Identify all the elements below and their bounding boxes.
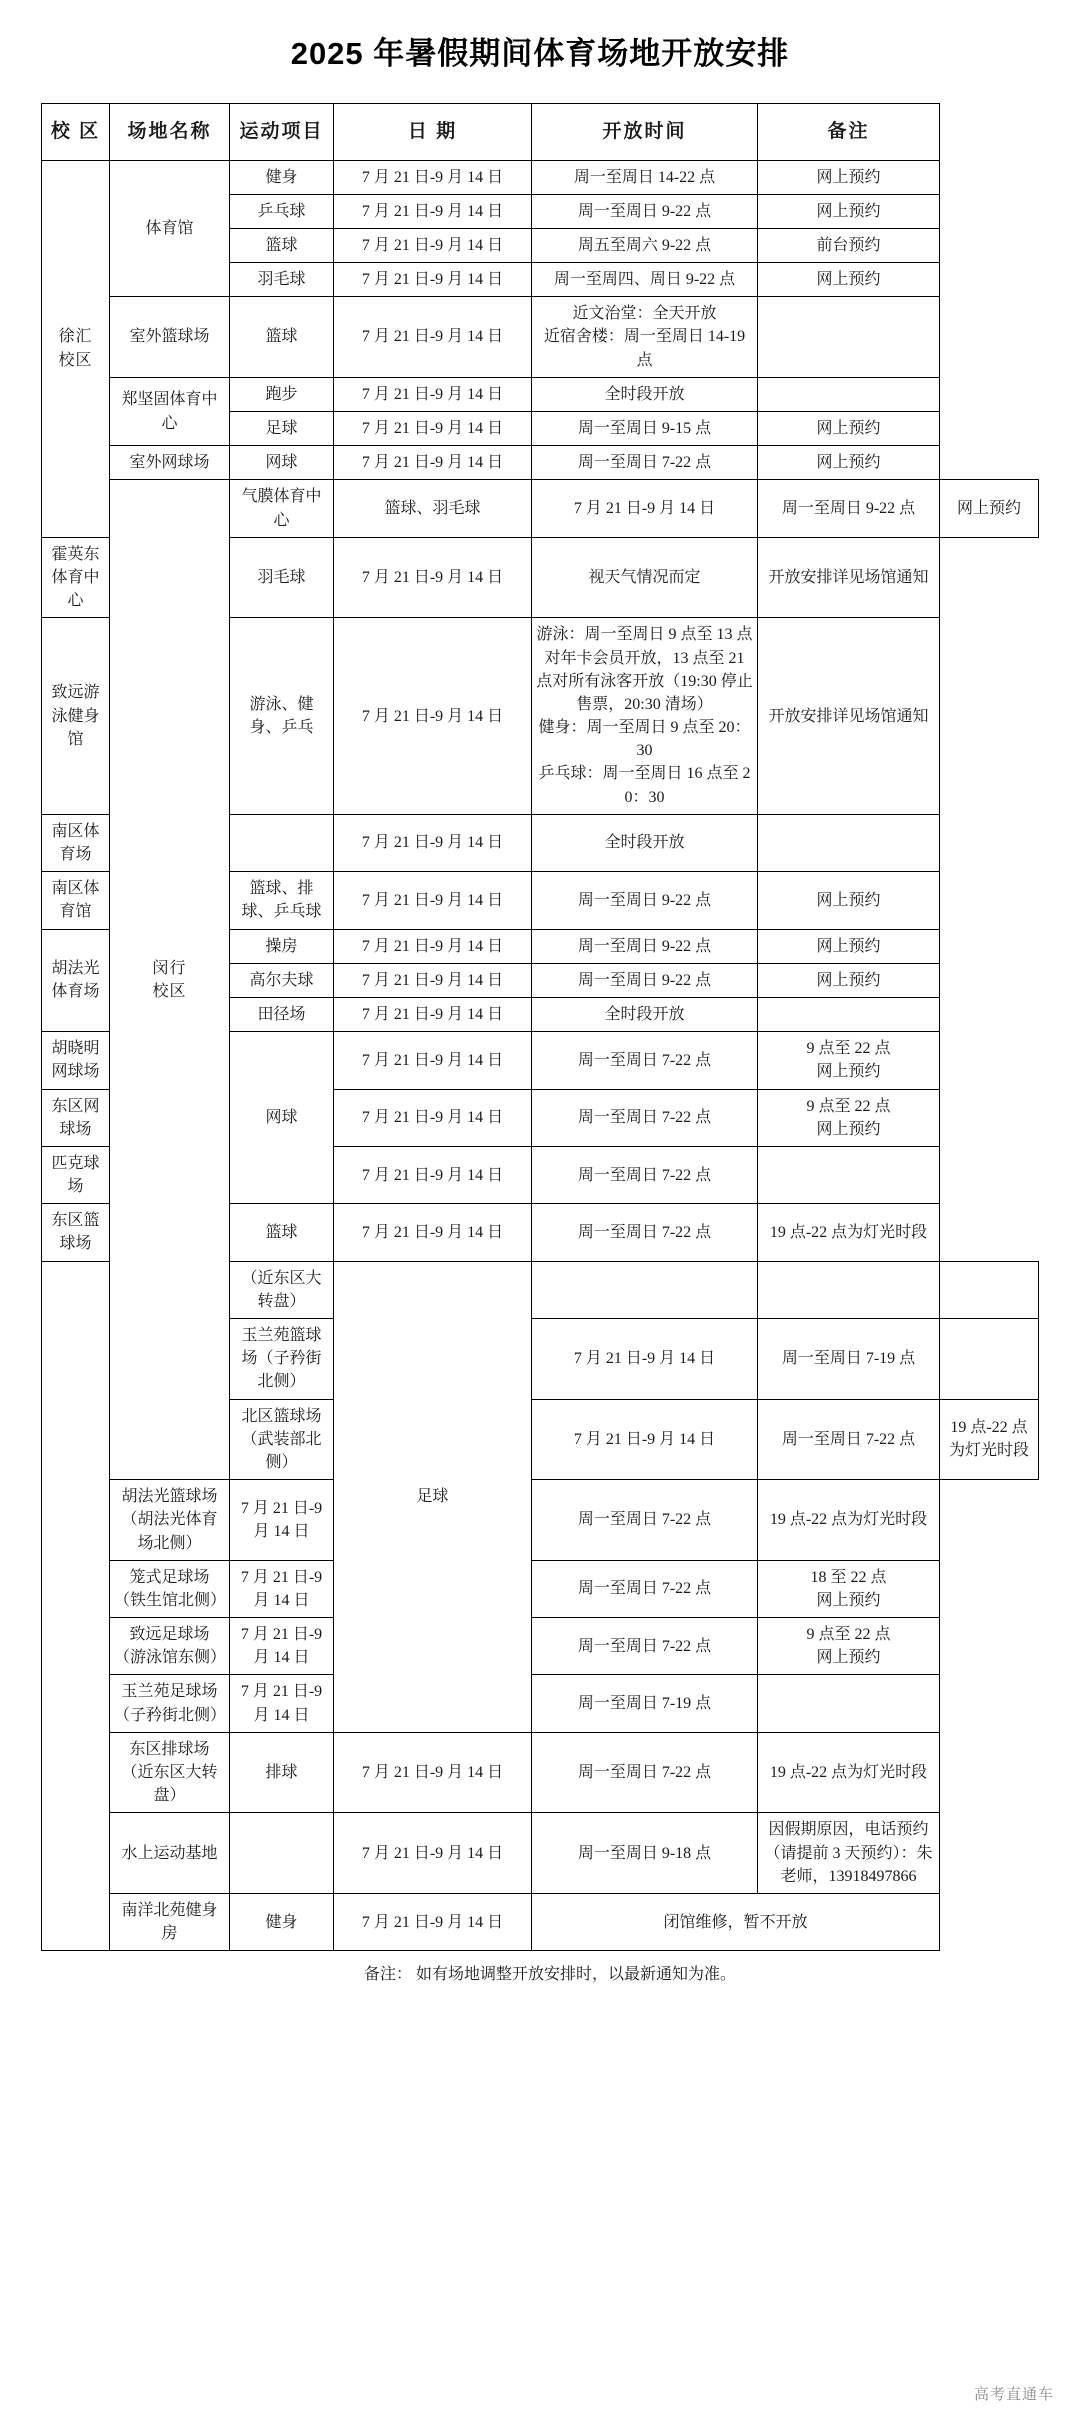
watermark: 高考直通车	[973, 2386, 1054, 2403]
cell-note: 因假期原因，电话预约（请提前 3 天预约）：朱老师，13918497866	[758, 1813, 940, 1894]
cell-date: 7 月 21 日-9 月 14 日	[334, 297, 532, 378]
cell-note	[758, 1146, 940, 1203]
table-row	[42, 1732, 1039, 1813]
cell-sport: 足球	[230, 412, 334, 446]
cell-note: 网上预约	[758, 194, 940, 228]
cell-date: 7 月 21 日-9 月 14 日	[334, 194, 532, 228]
cell-note: 开放安排详见场馆通知	[758, 618, 940, 815]
cell-campus	[42, 1261, 110, 1951]
cell-sport: 高尔夫球	[230, 963, 334, 997]
cell-venue: 东区篮球场	[42, 1204, 110, 1261]
cell-note: 网上预约	[758, 963, 940, 997]
column-header-sport: 运动项目	[230, 104, 334, 161]
cell-date: 7 月 21 日-9 月 14 日	[334, 1204, 532, 1261]
cell-date: 7 月 21 日-9 月 14 日	[334, 963, 532, 997]
column-header-venue: 场地名称	[110, 104, 230, 161]
cell-time: 周一至周日 7-22 点	[758, 1399, 940, 1480]
table-body	[42, 160, 1039, 1951]
cell-date: 7 月 21 日-9 月 14 日	[230, 1675, 334, 1732]
cell-note: 开放安排详见场馆通知	[758, 537, 940, 618]
cell-venue: 笼式足球场（铁生馆北侧）	[110, 1560, 230, 1617]
cell-time: 游泳：周一至周日 9 点至 13 点对年卡会员开放，13 点至 21 点对所有泳客开放（19:30 停止售票，20:30 清场） 健身：周一至周日 9 点至 20：30 乒乓球：周一至周日 16 点至 20：30	[532, 618, 758, 815]
cell-sport: 跑步	[230, 377, 334, 411]
venue-schedule-table	[41, 103, 1039, 1951]
cell-date: 7 月 21 日-9 月 14 日	[334, 872, 532, 929]
table-row	[42, 1675, 1039, 1732]
table-header-row	[42, 104, 1039, 161]
cell-note: 18 至 22 点 网上预约	[758, 1560, 940, 1617]
column-header-note: 备注	[758, 104, 940, 161]
cell-sport: 网球	[230, 446, 334, 480]
cell-date: 7 月 21 日-9 月 14 日	[334, 412, 532, 446]
table-row	[42, 160, 1039, 194]
cell-venue: 胡法光篮球场（胡法光体育场北侧）	[110, 1480, 230, 1561]
cell-venue: 胡法光体育场	[42, 929, 110, 1032]
cell-venue: 南区体育场	[42, 814, 110, 871]
cell-note: 网上预约	[758, 160, 940, 194]
cell-date: 7 月 21 日-9 月 14 日	[230, 1480, 334, 1561]
cell-time: 闭馆维修，暂不开放	[532, 1893, 940, 1950]
cell-note: 网上预约	[758, 446, 940, 480]
cell-time: 周一至周日 7-19 点	[532, 1675, 758, 1732]
cell-note	[758, 297, 940, 378]
cell-time: 周一至周日 9-18 点	[532, 1813, 758, 1894]
table-row	[42, 1618, 1039, 1675]
cell-sport: 游泳、健身、乒乓	[230, 618, 334, 815]
cell-note	[758, 814, 940, 871]
cell-date: 7 月 21 日-9 月 14 日	[230, 1560, 334, 1617]
cell-date: 7 月 21 日-9 月 14 日	[334, 446, 532, 480]
cell-time: 周一至周日 7-22 点	[532, 1480, 758, 1561]
cell-venue: 室外篮球场	[110, 297, 230, 378]
cell-sport	[230, 1813, 334, 1894]
cell-time: 周一至周日 9-22 点	[532, 194, 758, 228]
cell-sport: 篮球、羽毛球	[334, 480, 532, 537]
cell-note: 9 点至 22 点 网上预约	[758, 1032, 940, 1089]
cell-date: 7 月 21 日-9 月 14 日	[532, 1399, 758, 1480]
table-row	[42, 1480, 1039, 1561]
cell-venue: 南区体育馆	[42, 872, 110, 929]
cell-time: 周一至周日 9-15 点	[532, 412, 758, 446]
cell-venue: 东区排球场（近东区大转盘）	[110, 1732, 230, 1813]
cell-note: 19 点-22 点为灯光时段	[940, 1399, 1039, 1480]
cell-sport: 篮球、排球、乒乓球	[230, 872, 334, 929]
cell-date: 7 月 21 日-9 月 14 日	[334, 1893, 532, 1950]
cell-sport: 篮球	[230, 228, 334, 262]
cell-note: 9 点至 22 点 网上预约	[758, 1618, 940, 1675]
cell-sport: 乒乓球	[230, 194, 334, 228]
cell-time: 周一至周日 7-22 点	[532, 1560, 758, 1617]
cell-date	[532, 1261, 758, 1318]
cell-time: 周一至周日 9-22 点	[758, 480, 940, 537]
cell-note: 19 点-22 点为灯光时段	[758, 1480, 940, 1561]
cell-time: 周一至周日 7-22 点	[532, 1032, 758, 1089]
cell-venue: 南洋北苑健身房	[110, 1893, 230, 1950]
cell-sport: 羽毛球	[230, 537, 334, 618]
cell-sport	[230, 814, 334, 871]
cell-date: 7 月 21 日-9 月 14 日	[334, 997, 532, 1031]
cell-time: 周一至周日 9-22 点	[532, 929, 758, 963]
cell-time: 周一至周日 7-19 点	[758, 1319, 940, 1400]
cell-date: 7 月 21 日-9 月 14 日	[334, 228, 532, 262]
cell-time: 周一至周四、周日 9-22 点	[532, 263, 758, 297]
table-row	[42, 446, 1039, 480]
cell-date: 7 月 21 日-9 月 14 日	[334, 263, 532, 297]
cell-note: 网上预约	[940, 480, 1039, 537]
column-header-time: 开放时间	[532, 104, 758, 161]
cell-sport: 排球	[230, 1732, 334, 1813]
cell-campus: 闵行 校区	[110, 480, 230, 1480]
cell-venue: （近东区大转盘）	[230, 1261, 334, 1318]
cell-sport: 羽毛球	[230, 263, 334, 297]
cell-note: 19 点-22 点为灯光时段	[758, 1732, 940, 1813]
cell-date: 7 月 21 日-9 月 14 日	[334, 1813, 532, 1894]
cell-date: 7 月 21 日-9 月 14 日	[334, 1032, 532, 1089]
cell-time: 周一至周日 7-22 点	[532, 1089, 758, 1146]
cell-venue: 东区网球场	[42, 1089, 110, 1146]
table-row	[42, 480, 1039, 537]
cell-time: 全时段开放	[532, 377, 758, 411]
table-row	[42, 377, 1039, 411]
cell-sport: 网球	[230, 1032, 334, 1204]
cell-venue: 致远游泳健身馆	[42, 618, 110, 815]
cell-venue: 霍英东体育中心	[42, 537, 110, 618]
cell-venue: 气膜体育中心	[230, 480, 334, 537]
cell-note	[940, 1319, 1039, 1400]
cell-time	[758, 1261, 940, 1318]
cell-time: 视天气情况而定	[532, 537, 758, 618]
cell-venue: 玉兰苑篮球场（子矜街北侧）	[230, 1319, 334, 1400]
column-header-date: 日 期	[334, 104, 532, 161]
table-row	[42, 1813, 1039, 1894]
cell-date: 7 月 21 日-9 月 14 日	[334, 537, 532, 618]
cell-venue: 体育馆	[110, 160, 230, 297]
table-header	[42, 104, 1039, 161]
cell-date: 7 月 21 日-9 月 14 日	[334, 1146, 532, 1203]
cell-campus: 徐汇 校区	[42, 160, 110, 537]
cell-time: 周一至周日 14-22 点	[532, 160, 758, 194]
cell-date: 7 月 21 日-9 月 14 日	[334, 160, 532, 194]
cell-sport: 健身	[230, 1893, 334, 1950]
cell-note	[940, 1261, 1039, 1318]
cell-time: 周一至周日 7-22 点	[532, 1146, 758, 1203]
cell-sport: 篮球	[230, 297, 334, 378]
cell-date: 7 月 21 日-9 月 14 日	[334, 814, 532, 871]
cell-date: 7 月 21 日-9 月 14 日	[334, 1089, 532, 1146]
cell-date: 7 月 21 日-9 月 14 日	[334, 618, 532, 815]
cell-time: 周一至周日 7-22 点	[532, 446, 758, 480]
cell-date: 7 月 21 日-9 月 14 日	[230, 1618, 334, 1675]
cell-time: 全时段开放	[532, 814, 758, 871]
cell-time: 近文治堂：全天开放 近宿舍楼：周一至周日 14-19 点	[532, 297, 758, 378]
page-title: 2025 年暑假期间体育场地开放安排	[290, 36, 790, 71]
cell-note	[758, 1675, 940, 1732]
cell-venue: 室外网球场	[110, 446, 230, 480]
cell-time: 全时段开放	[532, 997, 758, 1031]
cell-date: 7 月 21 日-9 月 14 日	[532, 480, 758, 537]
cell-time: 周五至周六 9-22 点	[532, 228, 758, 262]
cell-venue: 北区篮球场（武装部北侧）	[230, 1399, 334, 1480]
table-row	[42, 297, 1039, 378]
cell-date: 7 月 21 日-9 月 14 日	[334, 929, 532, 963]
cell-note	[758, 997, 940, 1031]
cell-sport: 田径场	[230, 997, 334, 1031]
cell-sport: 足球	[334, 1261, 532, 1732]
cell-time: 周一至周日 9-22 点	[532, 872, 758, 929]
column-header-campus: 校 区	[42, 104, 110, 161]
cell-note: 19 点-22 点为灯光时段	[758, 1204, 940, 1261]
cell-venue: 玉兰苑足球场（子矜街北侧）	[110, 1675, 230, 1732]
cell-venue: 匹克球场	[42, 1146, 110, 1203]
cell-venue: 水上运动基地	[110, 1813, 230, 1894]
cell-note: 9 点至 22 点 网上预约	[758, 1089, 940, 1146]
cell-sport: 健身	[230, 160, 334, 194]
cell-time: 周一至周日 7-22 点	[532, 1732, 758, 1813]
cell-note: 网上预约	[758, 412, 940, 446]
cell-time: 周一至周日 9-22 点	[532, 963, 758, 997]
cell-note: 网上预约	[758, 872, 940, 929]
cell-venue: 致远足球场（游泳馆东侧）	[110, 1618, 230, 1675]
cell-date: 7 月 21 日-9 月 14 日	[334, 377, 532, 411]
cell-venue: 胡晓明网球场	[42, 1032, 110, 1089]
cell-date: 7 月 21 日-9 月 14 日	[532, 1319, 758, 1400]
cell-sport: 操房	[230, 929, 334, 963]
table-row	[42, 1893, 1039, 1950]
cell-note: 网上预约	[758, 929, 940, 963]
cell-time: 周一至周日 7-22 点	[532, 1618, 758, 1675]
table-row	[42, 1560, 1039, 1617]
cell-note: 网上预约	[758, 263, 940, 297]
cell-note: 前台预约	[758, 228, 940, 262]
cell-date: 7 月 21 日-9 月 14 日	[334, 1732, 532, 1813]
table-footnote: 备注： 如有场地调整开放安排时，以最新通知为准。	[363, 1966, 736, 1984]
cell-venue: 郑坚固体育中心	[110, 377, 230, 445]
cell-time: 周一至周日 7-22 点	[532, 1204, 758, 1261]
cell-note	[758, 377, 940, 411]
cell-sport: 篮球	[230, 1204, 334, 1261]
